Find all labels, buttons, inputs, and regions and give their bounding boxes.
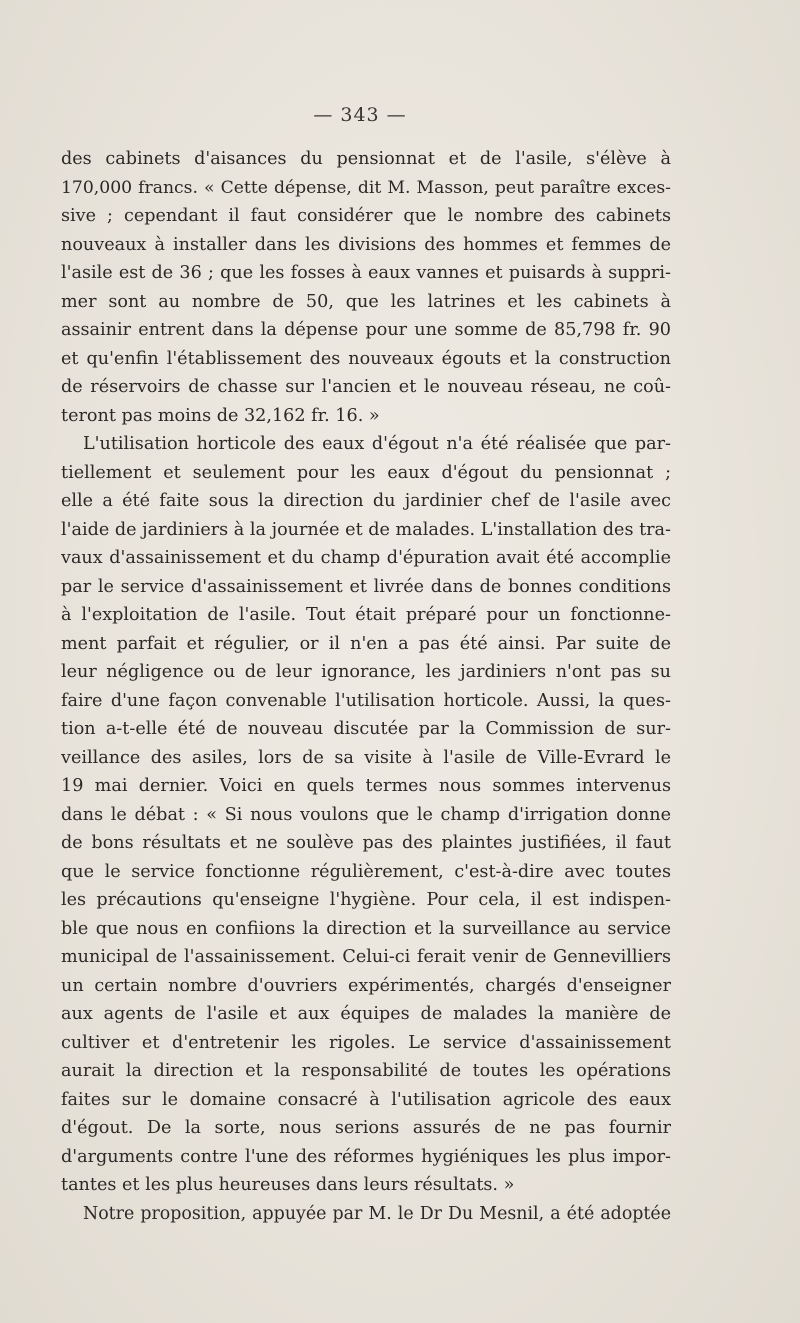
- text-line: par le service d'assainissement et livrée dans de bonnes conditions: [61, 576, 671, 597]
- text-line: faire d'une façon convenable l'utilisation horticole. Aussi, la ques-: [61, 690, 671, 711]
- text-line: les précautions qu'enseigne l'hygiène. Pour cela, il est indispen-: [61, 890, 671, 910]
- text-line: à l'exploitation de l'asile. Tout était préparé pour un fonctionne-: [61, 605, 671, 625]
- page-number: — 343 —: [313, 104, 407, 126]
- text-line: de réservoirs de chasse sur l'ancien et le nouveau réseau, ne coû-: [61, 377, 671, 397]
- text-line: teront pas moins de 32,162 fr. 16. »: [61, 405, 380, 426]
- text-line: tiellement et seulement pour les eaux d'égout du pensionnat ;: [61, 462, 671, 483]
- text-line: elle a été faite sous la direction du jardinier chef de l'asile avec: [61, 491, 671, 511]
- text-line: l'asile est de 36 ; que les fosses à eaux vannes et puisards à suppri-: [61, 263, 671, 283]
- text-line: leur négligence ou de leur ignorance, les jardiniers n'ont pas su: [61, 662, 671, 682]
- text-line: Notre proposition, appuyée par M. le Dr Du Mesnil, a été adoptée: [83, 1203, 671, 1224]
- text-line: aux agents de l'asile et aux équipes de malades la manière de: [61, 1004, 671, 1024]
- text-line: ment parfait et régulier, or il n'en a pas été ainsi. Par suite de: [61, 633, 671, 654]
- text-line: mer sont au nombre de 50, que les latrines et les cabinets à: [61, 291, 671, 312]
- text-line: veillance des asiles, lors de sa visite à l'asile de Ville-Evrard le: [61, 747, 671, 768]
- text-line: tion a-t-elle été de nouveau discutée par la Commission de sur-: [61, 719, 671, 739]
- text-line: ble que nous en confiions la direction et la surveillance au service: [61, 918, 671, 939]
- text-line: sive ; cependant il faut considérer que le nombre des cabinets: [61, 206, 671, 226]
- text-line: cultiver et d'entretenir les rigoles. Le service d'assainissement: [61, 1032, 671, 1053]
- text-line: l'aide de jardiniers à la journée et de malades. L'installation des tra-: [61, 519, 671, 540]
- text-line: d'égout. De la sorte, nous serions assurés de ne pas fournir: [61, 1118, 671, 1138]
- text-line: L'utilisation horticole des eaux d'égout n'a été réalisée que par-: [83, 434, 671, 454]
- text-line: des cabinets d'aisances du pensionnat et de l'asile, s'élève à: [61, 149, 671, 169]
- text-line: un certain nombre d'ouvriers expérimentés, chargés d'enseigner: [61, 975, 671, 996]
- text-line: tantes et les plus heureuses dans leurs résultats. »: [61, 1175, 515, 1195]
- text-line: dans le débat : « Si nous voulons que le champ d'irrigation donne: [61, 804, 671, 825]
- body-text: [61, 145, 671, 1228]
- text-line: nouveaux à installer dans les divisions des hommes et femmes de: [61, 234, 671, 255]
- text-line: d'arguments contre l'une des réformes hygiéniques les plus impor-: [61, 1146, 671, 1167]
- text-line: que le service fonctionne régulièrement, c'est-à-dire avec toutes: [61, 861, 671, 882]
- text-line: et qu'enfin l'établissement des nouveaux égouts et la construction: [61, 348, 671, 369]
- text-line: de bons résultats et ne soulève pas des plaintes justifiées, il faut: [61, 833, 671, 853]
- text-line: 170,000 francs. « Cette dépense, dit M. Masson, peut paraître exces-: [61, 177, 671, 198]
- text-line: assainir entrent dans la dépense pour une somme de 85,798 fr. 90: [61, 320, 671, 340]
- text-line: faites sur le domaine consacré à l'utilisation agricole des eaux: [61, 1089, 671, 1110]
- text-line: 19 mai dernier. Voici en quels termes nous sommes intervenus: [61, 776, 671, 796]
- text-line: vaux d'assainissement et du champ d'épuration avait été accomplie: [61, 548, 671, 568]
- text-line: aurait la direction et la responsabilité de toutes les opérations: [61, 1061, 671, 1081]
- text-line: municipal de l'assainissement. Celui-ci ferait venir de Gennevilliers: [61, 947, 671, 967]
